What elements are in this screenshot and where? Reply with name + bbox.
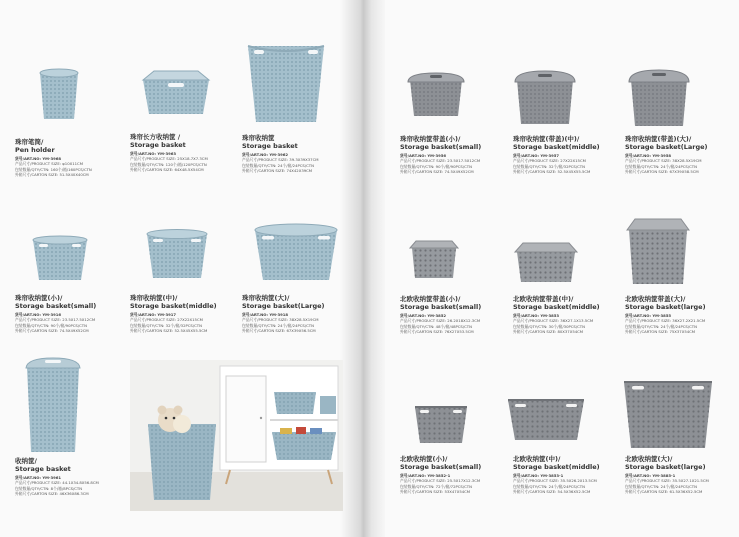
nordic-small-image	[412, 401, 470, 445]
product-qty: 包装数量/QTY/CTN: 120个/箱/120PCS/CTN	[130, 161, 207, 167]
product-art-no: 货号/ART.NO: YM-3885-1	[625, 473, 676, 478]
product-art-no: 货号/ART.NO: YM-3957	[513, 153, 560, 158]
product-art-no: 货号/ART.NO: YM-3958	[625, 153, 672, 158]
product-storage-basket-large	[242, 220, 352, 350]
product-lid-small	[400, 68, 505, 198]
product-name-en: Storage basket(middle)	[130, 302, 217, 310]
product-name-en: Storage basket(Large)	[242, 302, 325, 310]
product-size: 产品尺寸/PRODUCT SIZE: 35.5X27.1X21.5CM	[625, 478, 709, 484]
product-qty: 包装数量/QTY/CTN: 90个/箱/90PCS/CTN	[15, 322, 87, 328]
product-qty: 包装数量/QTY/CTN: 8个/箱/8PCS/CTN	[15, 485, 83, 491]
product-carton: 外箱尺寸/CARTON SIZE: 67X39X58.5CM	[625, 169, 699, 175]
product-nordic-large	[625, 372, 735, 520]
product-art-no: 货号/ART.NO: YM-3917	[130, 312, 177, 317]
product-qty: 包装数量/QTY/CTN: 24个/箱/24PCS/CTN	[625, 323, 697, 329]
product-name-en: Storage basket(small)	[400, 143, 482, 151]
product-name-cn: 珠帘收纳筐(带盖)(大)/	[625, 135, 692, 143]
product-name-en: Storage basket(large)	[625, 303, 706, 311]
nordic-lid-large-image	[625, 216, 691, 286]
product-carton: 外箱尺寸/CARTON SIZE: 52.5X45X55.5CM	[513, 169, 591, 175]
product-size: 产品尺寸/PRODUCT SIZE: 26.2X18X12.3CM	[400, 318, 481, 324]
product-name-cn: 北欧收纳筐(小)/	[400, 455, 448, 463]
lid-basket-middle-image	[513, 68, 577, 126]
product-nordic-lid-small	[400, 228, 505, 358]
lid-basket-large-image	[627, 68, 691, 128]
product-size: 产品尺寸/PRODUCT SIZE: 36X27.1X13.5CM	[513, 318, 594, 324]
product-art-no: 货号/ART.NO: YM-3963	[130, 151, 177, 156]
product-name-en: Storage basket(small)	[15, 302, 97, 310]
nordic-large-image	[621, 374, 715, 450]
lid-basket-small-image	[406, 70, 466, 118]
product-art-no: 货号/ART.NO: YM-3916	[15, 312, 62, 317]
product-name-en: Storage basket	[15, 465, 71, 473]
product-lid-large	[625, 68, 735, 198]
lifestyle-room-photo	[130, 360, 343, 511]
product-name-cn: 北欧收纳筐(中)/	[513, 455, 561, 463]
product-size: 产品尺寸/PRODUCT SIZE: 39.3X39X37CM	[242, 157, 319, 163]
product-size: 产品尺寸/PRODUCT SIZE: 38X28.5X19CM	[625, 158, 702, 164]
product-art-no: 货号/ART.NO: YM-3918	[242, 312, 289, 317]
product-nordic-lid-large	[625, 216, 735, 358]
product-carton: 外箱尺寸/CARTON SIZE: 76X27X53.5CM	[400, 329, 474, 335]
product-size: 产品尺寸/PRODUCT SIZE: 44.1X34.8X56.8CM	[15, 480, 99, 486]
product-size: 产品尺寸/PRODUCT SIZE: 27X22X15CM	[513, 158, 586, 164]
product-name-cn: 珠帘长方收纳筐 /	[130, 133, 181, 141]
product-qty: 包装数量/QTY/CTN: 24个/箱/24PCS/CTN	[625, 483, 697, 489]
product-storage-basket-tall	[242, 38, 352, 200]
product-carton: 外箱尺寸/CARTON SIZE: 74.5X49X52CM	[400, 169, 474, 175]
product-hamper	[15, 352, 125, 517]
product-size: 产品尺寸/PRODUCT SIZE: 25.5X17X12.3CM	[400, 478, 481, 484]
product-size: 产品尺寸/PRODUCT SIZE: 23.5X17.5X12CM	[400, 158, 481, 164]
product-qty: 包装数量/QTY/CTN: 24个/箱/24PCS/CTN	[625, 163, 697, 169]
product-name-en: Storage basket(small)	[400, 463, 482, 471]
middle-basket-image	[144, 228, 210, 280]
product-size: 产品尺寸/PRODUCT SIZE: 23.5X17.5X12CM	[15, 317, 96, 323]
product-carton: 外箱尺寸/CARTON SIZE: 67X39X56.5CM	[242, 328, 316, 334]
product-qty: 包装数量/QTY/CTN: 48个/箱/48PCS/CTN	[400, 323, 472, 329]
product-size: 产品尺寸/PRODUCT SIZE: 36X27.2X21.5CM	[625, 318, 706, 324]
product-art-no: 货号/ART.NO: YM-3968	[15, 156, 62, 161]
product-name-cn: 收纳筐/	[15, 457, 37, 465]
product-art-no: 货号/ART.NO: YM-3961	[15, 475, 62, 480]
tall-basket-image	[246, 40, 326, 124]
product-lid-middle	[513, 68, 618, 198]
product-size: 产品尺寸/PRODUCT SIZE: 38X28.5X19CM	[242, 317, 319, 323]
nordic-lid-small-image	[408, 238, 460, 280]
product-name-cn: 珠帘收纳筐(中)/	[130, 294, 178, 302]
product-storage-basket-small	[15, 220, 123, 350]
rect-basket-image	[140, 68, 212, 118]
product-art-no: 货号/ART.NO: YM-3962	[242, 152, 289, 157]
product-carton: 外箱尺寸/CARTON SIZE: 61.5X36X52.5CM	[625, 489, 703, 495]
product-name-cn: 北欧收纳筐(大)/	[625, 455, 673, 463]
product-name-en: Storage basket(Large)	[625, 143, 708, 151]
product-nordic-middle	[513, 390, 618, 520]
product-name-en: Storage basket(large)	[625, 463, 706, 471]
product-art-no: 货号/ART.NO: YM-3956	[400, 153, 447, 158]
product-storage-basket-middle	[130, 220, 238, 350]
product-qty: 包装数量/QTY/CTN: 24个/箱/24PCS/CTN	[242, 162, 314, 168]
product-name-en: Storage basket(middle)	[513, 303, 600, 311]
product-carton: 外箱尺寸/CARTON SIZE: 74.5X49X52CM	[15, 328, 89, 334]
product-name-cn: 珠帘笔筒/	[15, 138, 44, 146]
product-qty: 包装数量/QTY/CTN: 24个/箱/24PCS/CTN	[513, 483, 585, 489]
large-basket-image	[252, 222, 340, 282]
product-name-en: Pen holder	[15, 146, 55, 154]
product-name-en: Storage basket(middle)	[513, 143, 600, 151]
product-size: 产品尺寸/PRODUCT SIZE: 35.5X26.2X13.5CM	[513, 478, 597, 484]
product-carton: 外箱尺寸/CARTON SIZE: 54.5X36X52.5CM	[513, 489, 591, 495]
product-name-en: Storage basket(middle)	[513, 463, 600, 471]
product-art-no: 货号/ART.NO: YM-3853	[513, 313, 560, 318]
product-name-cn: 珠帘收纳筐	[242, 134, 275, 142]
product-carton: 外箱尺寸/CARTON SIZE: 74X42X39CM	[242, 168, 313, 174]
product-qty: 包装数量/QTY/CTN: 32个/箱/32PCS/CTN	[130, 322, 202, 328]
product-qty: 包装数量/QTY/CTN: 72个/箱/72PCS/CTN	[400, 483, 472, 489]
product-qty: 包装数量/QTY/CTN: 30个/箱/30PCS/CTN	[513, 323, 585, 329]
product-art-no: 货号/ART.NO: YM-3852-1	[400, 473, 451, 478]
product-name-cn: 珠帘收纳筐带盖(小)/	[400, 135, 461, 143]
product-carton: 外箱尺寸/CARTON SIZE: 46X36X86.3CM	[15, 491, 89, 497]
pen-holder-image	[37, 67, 81, 122]
nordic-middle-image	[505, 394, 587, 442]
product-nordic-lid-middle	[513, 228, 618, 358]
product-carton: 外箱尺寸/CARTON SIZE: 64X48.5X54CM	[130, 167, 204, 173]
product-art-no: 货号/ART.NO: YM-3855	[625, 313, 672, 318]
product-name-cn: 北欧收纳筐带盖(大)/	[625, 295, 686, 303]
product-size: 产品尺寸/PRODUCT SIZE: 27X22X15CM	[130, 317, 203, 323]
product-qty: 包装数量/QTY/CTN: 24个/箱/24PCS/CTN	[242, 322, 314, 328]
product-name-en: Storage basket	[242, 142, 298, 150]
product-art-no: 货号/ART.NO: YM-3852	[400, 313, 447, 318]
hamper-image	[23, 354, 83, 454]
product-name-cn: 北欧收纳筐带盖(中)/	[513, 295, 574, 303]
product-qty: 包装数量/QTY/CTN: 160个/箱/160PCS/CTN	[15, 166, 92, 172]
product-carton: 外箱尺寸/CARTON SIZE: 51.5X40X40CM	[15, 172, 89, 178]
small-basket-image	[30, 234, 90, 282]
product-size: 产品尺寸/PRODUCT SIZE: φ10X11CM	[15, 161, 83, 167]
product-name-cn: 珠帘收纳筐(带盖)(中)/	[513, 135, 580, 143]
product-carton: 外箱尺寸/CARTON SIZE: 52.5X45X55.5CM	[130, 328, 208, 334]
product-name-en: Storage basket(small)	[400, 303, 482, 311]
product-carton: 外箱尺寸/CARTON SIZE: 75X37X54CM	[625, 329, 696, 335]
product-nordic-small	[400, 395, 505, 520]
product-size: 产品尺寸/PRODUCT SIZE: 25X18.7X7.3CM	[130, 156, 208, 162]
product-carton: 外箱尺寸/CARTON SIZE: 80X37X54CM	[513, 329, 584, 335]
product-qty: 包装数量/QTY/CTN: 32个/箱/32PCS/CTN	[513, 163, 585, 169]
product-carton: 外箱尺寸/CARTON SIZE: 53X47X54CM	[400, 489, 471, 495]
product-name-cn: 珠帘收纳筐(小)/	[15, 294, 63, 302]
product-name-cn: 北欧收纳筐带盖(小)/	[400, 295, 461, 303]
product-qty: 包装数量/QTY/CTN: 90个/箱/90PCS/CTN	[400, 163, 472, 169]
product-storage-basket-rect	[130, 40, 235, 200]
product-name-en: Storage basket	[130, 141, 186, 149]
product-pen-holder	[15, 40, 120, 200]
product-art-no: 货号/ART.NO: YM-3853-1	[513, 473, 564, 478]
product-name-cn: 珠帘收纳筐(大)/	[242, 294, 290, 302]
nordic-lid-middle-image	[513, 240, 579, 284]
